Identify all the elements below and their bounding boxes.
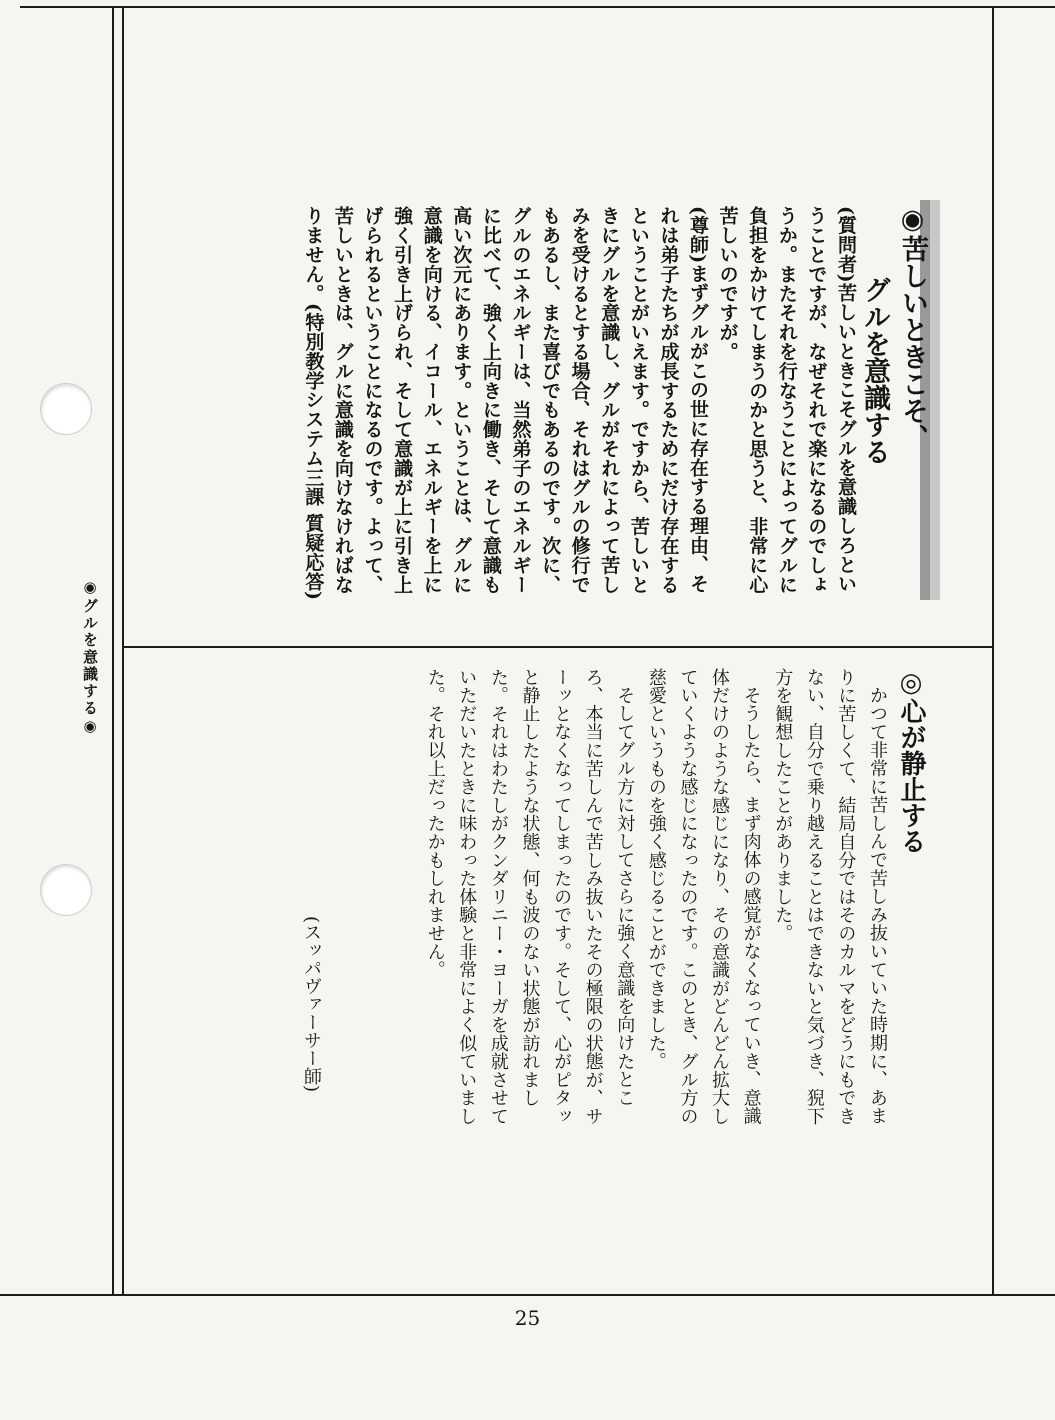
section2-paragraph-1: かつて非常に苦しんで苦しみ抜いていた時期に、あまりに苦しくて、結局自分ではそのカルマをどうにもできない、自分で乗り越えることはできないと気づき、猊下方を観想したことがありました。 xyxy=(772,668,888,1126)
section1-heading-line2: グルを意識する xyxy=(859,276,890,465)
section2-paragraph-2: そうしたら、まず肉体の感覚がなくなっていき、意識体だけのような感じになり、その意識がどんどん拡大していくような感じになったのです。このとき、グル方の慈愛というものを強く感じることができました。 xyxy=(645,668,762,1126)
frame-bottom-line xyxy=(0,1294,1055,1296)
source-citation: (特別教学システム三課 質疑応答) xyxy=(302,303,325,601)
section-divider-line xyxy=(122,646,994,648)
section1-body xyxy=(300,206,860,611)
question-marker: (質問者) xyxy=(835,206,857,283)
frame-right-line xyxy=(992,8,994,1296)
section2-body xyxy=(333,668,893,1130)
answer-paragraph xyxy=(298,206,712,611)
question-paragraph xyxy=(712,206,860,611)
page-number: 25 xyxy=(514,1306,541,1330)
answer-marker: (尊師) xyxy=(687,206,710,264)
section2-paragraph-3: そしてグル方に対してさらに強く意識を向けたところ、本当に苦しんで苦しみ抜いたその極限の状態が、サーッとなくなってしまったのです。そして、心がピタッと静止したような状態、何も波のない状態が訪れました。それはわたしがクンダリニー・ヨーガを成就させていただいたときに味わった体験と非常によく似ていました。それ以上だったかもしれません。 xyxy=(424,668,636,1126)
answer-text: まずグルがこの世に存在する理由、それは弟子たちが成長するためにだけ存在するということがいえます。ですから、苦しいときにグルを意識し、グルがそれによって苦しみを受けるとする場合、それはグルの修行でもあるし、また喜びでもあるのです。次に、グルのエネルギーは、当然弟子のエネルギーに比べて、強く上向きに働き、そして意識も高い次元にあります。ということは、グルに意識を向ける、イコール、エネルギーを上に強く引き上げられ、そして意識が上に引き上げられるということになるのです。よって、苦しいときは、グルに意識を向けなければなりません。 xyxy=(302,206,710,594)
section1-heading-line1: ◉苦しいときこそ、 xyxy=(897,204,928,451)
side-label: ◉グルを意識する◉ xyxy=(81,578,99,737)
frame-left-inner-line xyxy=(122,8,124,1296)
question-text: 苦しいときこそグルを意識しろということですが、なぜそれで楽になるのでしょうか。またそれを行なうことによってグルに負担をかけてしまうのかと思うと、非常に心苦しいのですが。 xyxy=(716,206,857,594)
frame-left-outer-line xyxy=(112,8,114,1296)
frame-top-line xyxy=(20,6,1055,8)
section2-attribution: (スッパヴァーサー師) xyxy=(301,916,322,1093)
punch-hole-top xyxy=(40,383,92,435)
punch-hole-bottom xyxy=(40,864,92,916)
section2-heading: ◎心が静止する xyxy=(896,668,926,854)
section1-heading xyxy=(856,204,932,604)
